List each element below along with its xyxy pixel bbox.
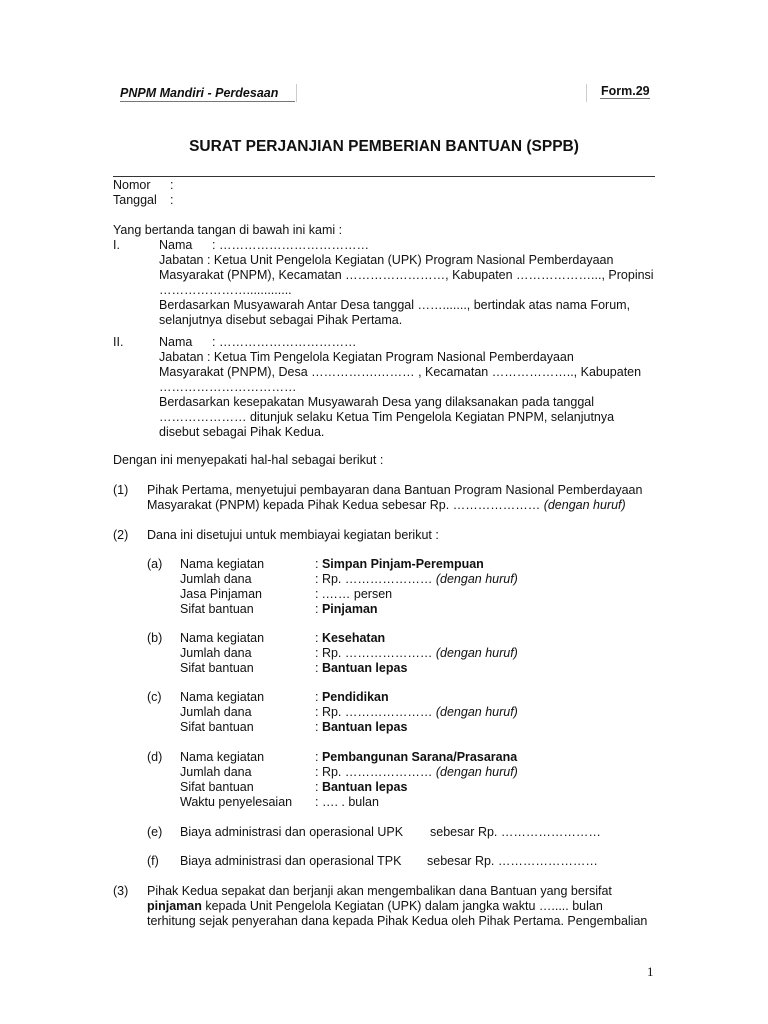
row-prefix: : <box>315 557 322 571</box>
clause1-line-text: Masyarakat (PNPM) kepada Pihak Kedua sebesar Rp. ………………… <box>147 498 544 512</box>
activity-row-label: Nama kegiatan <box>180 631 265 645</box>
party1-line: Berdasarkan Musyawarah Antar Desa tanggal ……......., bertindak atas nama Forum, <box>159 298 631 312</box>
document-title: SURAT PERJANJIAN PEMBERIAN BANTUAN (SPPB) <box>189 138 579 155</box>
activity-row-label: Sifat bantuan <box>180 720 254 734</box>
row-value-bold: Simpan Pinjam-Perempuan <box>321 557 484 571</box>
row-value-bold: Bantuan lepas <box>321 720 408 734</box>
clause1-line: Pihak Pertama, menyetujui pembayaran dana Bantuan Program Nasional Pemberdayaan <box>147 483 643 497</box>
row-prefix: : <box>315 780 322 794</box>
activity-letter: (d) <box>147 750 163 764</box>
party1-nama-value: : ……………………………… <box>212 238 369 252</box>
row-prefix: : <box>315 602 322 616</box>
tanggal-colon: : <box>170 193 174 207</box>
row-value-bold: Bantuan lepas <box>321 661 408 675</box>
party2-line: Masyarakat (PNPM), Desa …………….……… , Kecamatan ……………….., Kabupaten <box>159 365 642 379</box>
activity-letter: (a) <box>147 557 163 571</box>
intro-text: Yang bertanda tangan di bawah ini kami : <box>113 223 343 237</box>
header-underline <box>120 101 295 102</box>
activity-row-value <box>315 572 518 586</box>
activity-row-value <box>315 602 378 616</box>
activity-row-label: Sifat bantuan <box>180 661 254 675</box>
clause3-number: (3) <box>113 884 129 898</box>
activity-row-value <box>315 780 407 794</box>
party1-jabatan: Jabatan : Ketua Unit Pengelola Kegiatan (UPK) Program Nasional Pemberdayaan <box>159 253 614 267</box>
activity-row-value <box>315 661 407 675</box>
row-value-italic: (dengan huruf) <box>435 705 518 719</box>
activity-letter: (e) <box>147 825 163 839</box>
row-prefix: : <box>315 661 322 675</box>
party2-jabatan: Jabatan : Ketua Tim Pengelola Kegiatan Program Nasional Pemberdayaan <box>159 350 574 364</box>
agreement-intro: Dengan ini menyepakati hal-hal sebagai berikut : <box>113 453 384 467</box>
activity-row-value <box>315 557 484 571</box>
party2-line: …………………………… <box>159 380 297 394</box>
activity-row-label: Nama kegiatan <box>180 557 265 571</box>
form-number: Form.29 <box>601 84 650 98</box>
activity-row-value: : .…… persen <box>315 587 393 601</box>
activity-row-label: Waktu penyelesaian <box>180 795 293 809</box>
activity-row-value: : …. . bulan <box>315 795 379 809</box>
party1-nama-label: Nama <box>159 238 193 252</box>
title-rule <box>113 176 655 177</box>
header-divider <box>586 84 587 102</box>
activity-letter: (f) <box>147 854 159 868</box>
party2-nama-value: : …………………………… <box>212 335 357 349</box>
row-value-italic: (dengan huruf) <box>435 646 518 660</box>
row-prefix: : Rp. ………………… <box>315 646 436 660</box>
party2-line: Berdasarkan kesepakatan Musyawarah Desa yang dilaksanakan pada tanggal <box>159 395 595 409</box>
activity-row-value <box>315 631 385 645</box>
activity-row-value <box>315 705 518 719</box>
activity-row-label: Sifat bantuan <box>180 602 254 616</box>
row-prefix: : <box>315 690 322 704</box>
clause3-line: Pihak Kedua sepakat dan berjanji akan mengembalikan dana Bantuan yang bersifat <box>147 884 612 898</box>
activity-row-value <box>315 646 518 660</box>
row-prefix: : Rp. ………………… <box>315 705 436 719</box>
activity-row-label: Jumlah dana <box>180 572 252 586</box>
row-value-bold: Pinjaman <box>321 602 378 616</box>
row-value-bold: Kesehatan <box>321 631 386 645</box>
row-value-italic: (dengan huruf) <box>435 765 518 779</box>
row-value-bold: Pembangunan Sarana/Prasarana <box>321 750 518 764</box>
activity-row-label: Nama kegiatan <box>180 750 265 764</box>
activity-row-value <box>315 750 517 764</box>
activity-row-label: Jumlah dana <box>180 765 252 779</box>
row-prefix: : Rp. ………………… <box>315 765 436 779</box>
row-prefix: : <box>315 720 322 734</box>
party1-line: Masyarakat (PNPM), Kecamatan ……………………, Kabupaten ………………..., Propinsi <box>159 268 654 282</box>
row-prefix: : <box>315 631 322 645</box>
party2-line: ………………… ditunjuk selaku Ketua Tim Pengelola Kegiatan PNPM, selanjutnya <box>159 410 615 424</box>
row-value-italic: (dengan huruf) <box>435 572 518 586</box>
party1-numeral: I. <box>113 238 120 252</box>
party1-line: selanjutnya disebut sebagai Pihak Pertama. <box>159 313 403 327</box>
clause3-bold: pinjaman <box>147 899 202 913</box>
clause1-italic: (dengan huruf) <box>543 498 626 512</box>
activity-row-value <box>315 690 389 704</box>
party1-line: …………………............. <box>159 283 292 297</box>
nomor-label: Nomor <box>113 178 151 192</box>
clause1-number: (1) <box>113 483 129 497</box>
row-value-bold: Bantuan lepas <box>321 780 408 794</box>
party2-line: disebut sebagai Pihak Kedua. <box>159 425 325 439</box>
activity-row-label: Jumlah dana <box>180 646 252 660</box>
clause2-number: (2) <box>113 528 129 542</box>
page-number: 1 <box>647 964 654 979</box>
nomor-colon: : <box>170 178 174 192</box>
activity-row-value <box>315 765 518 779</box>
activity-row-label: Sifat bantuan <box>180 780 254 794</box>
clause2-text: Dana ini disetujui untuk membiayai kegiatan berikut : <box>147 528 439 542</box>
admin-cost-tpk-value: sebesar Rp. …………………… <box>427 854 598 868</box>
row-prefix: : Rp. ………………… <box>315 572 436 586</box>
activity-row-label: Jumlah dana <box>180 705 252 719</box>
activity-row-value <box>315 720 407 734</box>
clause3-line <box>147 899 603 913</box>
form-number-underline <box>600 98 650 99</box>
row-value-bold: Pendidikan <box>321 690 389 704</box>
activity-row-label: Jasa Pinjaman <box>180 587 262 601</box>
program-name: PNPM Mandiri - Perdesaan <box>120 86 279 100</box>
header-divider <box>296 84 297 102</box>
tanggal-label: Tanggal <box>113 193 157 207</box>
admin-cost-upk-value: sebesar Rp. …………………… <box>430 825 601 839</box>
activity-letter: (c) <box>147 690 162 704</box>
admin-cost-tpk: Biaya administrasi dan operasional TPK <box>180 854 402 868</box>
activity-letter: (b) <box>147 631 163 645</box>
activity-row-label: Nama kegiatan <box>180 690 265 704</box>
clause1-line <box>147 498 626 512</box>
clause3-line-text: kepada Unit Pengelola Kegiatan (UPK) dalam jangka waktu …..... bulan <box>201 899 603 913</box>
party2-nama-label: Nama <box>159 335 193 349</box>
admin-cost-upk: Biaya administrasi dan operasional UPK <box>180 825 404 839</box>
clause3-line: terhitung sejak penyerahan dana kepada Pihak Kedua oleh Pihak Pertama. Pengembalian <box>147 914 648 928</box>
row-prefix: : <box>315 750 322 764</box>
party2-numeral: II. <box>113 335 124 349</box>
